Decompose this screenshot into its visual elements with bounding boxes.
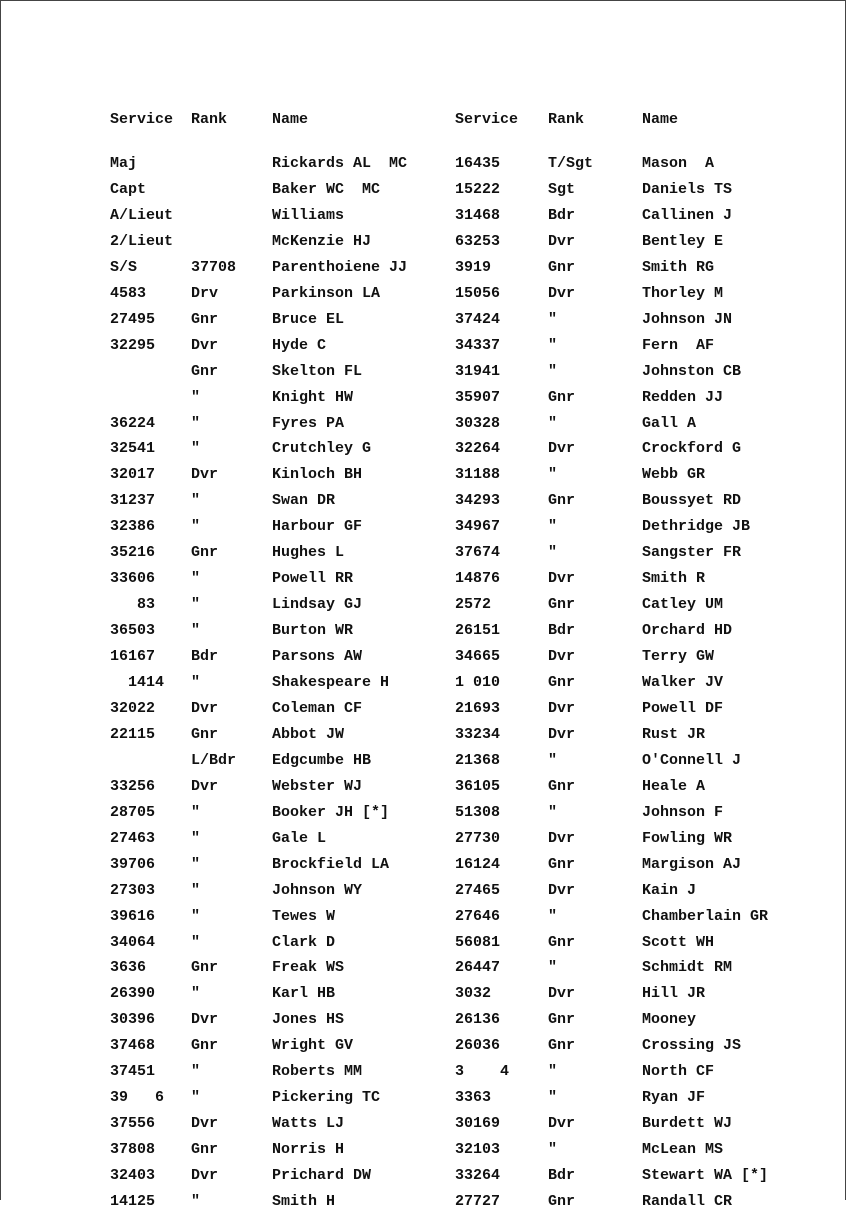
cell-service-1: 32017	[110, 466, 156, 484]
cell-service-1: 30396	[110, 1011, 156, 1029]
header-service-1: Service	[110, 111, 174, 128]
cell-name-2: Johnson JN	[642, 310, 733, 328]
cell-rank-2: "	[548, 310, 558, 328]
cell-rank-1: Dvr	[191, 466, 219, 484]
cell-service-2: 51308	[455, 803, 501, 821]
cell-service-2: 1 010	[455, 674, 501, 691]
cell-service-2: 27730	[455, 829, 501, 847]
cell-service-2: 35907	[455, 388, 501, 406]
cell-name-2: Johnston CB	[642, 362, 742, 380]
cell-name-2: Terry GW	[642, 648, 715, 666]
cell-name-2: Crossing JS	[642, 1037, 742, 1055]
cell-service-1: 34064	[110, 933, 156, 951]
cell-rank-2: "	[548, 544, 558, 562]
cell-rank-2: "	[548, 751, 558, 769]
cell-name-2: Ryan JF	[642, 1089, 706, 1107]
cell-service-1: 32386	[110, 518, 156, 536]
cell-service-1: 32295	[110, 336, 156, 354]
cell-service-2: 63253	[455, 232, 501, 250]
cell-service-1: 35216	[110, 544, 156, 562]
cell-rank-2: "	[548, 1141, 558, 1159]
header-service-2: Service	[455, 111, 519, 128]
cell-rank-1: Gnr	[191, 959, 219, 977]
cell-service-1: 1414	[110, 674, 165, 691]
cell-rank-1: "	[191, 1089, 201, 1107]
header-rank-2: Rank	[548, 111, 585, 128]
cell-service-1: 33606	[110, 570, 156, 588]
cell-name-2: Crockford G	[642, 440, 742, 458]
cell-name-1: Webster WJ	[272, 777, 363, 795]
cell-service-2: 31941	[455, 362, 501, 380]
cell-service-1: A/Lieut	[110, 206, 174, 224]
cell-rank-2: T/Sgt	[548, 155, 594, 172]
cell-service-2: 26036	[455, 1037, 501, 1055]
cell-name-2: McLean MS	[642, 1141, 724, 1159]
cell-name-1: Bruce EL	[272, 310, 345, 328]
cell-service-1: 83	[110, 596, 156, 614]
cell-name-2: Hill JR	[642, 985, 706, 1003]
cell-rank-2: "	[548, 907, 558, 925]
cell-service-2: 15056	[455, 284, 501, 302]
cell-rank-1: "	[191, 622, 201, 640]
cell-rank-2: Gnr	[548, 388, 576, 406]
cell-service-2: 37674	[455, 544, 501, 562]
cell-name-2: Thorley M	[642, 284, 724, 302]
cell-name-1: Freak WS	[272, 959, 345, 977]
cell-name-1: Jones HS	[272, 1011, 345, 1029]
cell-rank-2: Dvr	[548, 440, 576, 458]
cell-rank-2: Dvr	[548, 985, 576, 1003]
cell-name-1: Smith H	[272, 1193, 336, 1210]
cell-rank-1: "	[191, 440, 201, 458]
cell-name-2: Boussyet RD	[642, 492, 742, 510]
cell-rank-1: "	[191, 907, 201, 925]
cell-rank-1: Gnr	[191, 544, 219, 562]
cell-rank-1: Dvr	[191, 777, 219, 795]
cell-rank-1: 37708	[191, 258, 237, 276]
cell-name-1: Parenthoiene JJ	[272, 258, 408, 276]
cell-service-1: 37556	[110, 1115, 156, 1133]
cell-rank-1: Dvr	[191, 336, 219, 354]
cell-name-2: Mason A	[642, 155, 715, 172]
cell-name-1: Tewes W	[272, 907, 336, 925]
cell-service-2: 14876	[455, 570, 501, 588]
cell-name-1: Norris H	[272, 1141, 345, 1159]
cell-rank-1: "	[191, 596, 201, 614]
cell-service-2: 16124	[455, 855, 501, 873]
cell-name-1: Karl HB	[272, 985, 336, 1003]
cell-rank-2: Gnr	[548, 855, 576, 873]
cell-rank-2: Gnr	[548, 258, 576, 276]
cell-name-1: Fyres PA	[272, 414, 345, 432]
cell-service-2: 37424	[455, 310, 501, 328]
cell-rank-2: "	[548, 803, 558, 821]
cell-name-2: Kain J	[642, 881, 697, 899]
cell-name-2: Fern AF	[642, 336, 715, 354]
cell-service-1: 28705	[110, 803, 156, 821]
cell-name-2: Bentley E	[642, 232, 724, 250]
cell-service-1: 2/Lieut	[110, 232, 174, 250]
cell-rank-2: "	[548, 518, 558, 536]
cell-rank-1: "	[191, 414, 201, 432]
cell-name-1: Knight HW	[272, 388, 354, 406]
cell-rank-2: "	[548, 1089, 558, 1107]
cell-name-1: Crutchley G	[272, 440, 372, 458]
cell-rank-1: Gnr	[191, 725, 219, 743]
cell-name-1: Swan DR	[272, 492, 336, 510]
cell-name-2: Webb GR	[642, 466, 706, 484]
cell-service-1: 31237	[110, 492, 156, 510]
cell-name-2: Schmidt RM	[642, 959, 733, 977]
cell-name-1: Baker WC MC	[272, 180, 381, 198]
cell-rank-2: "	[548, 414, 558, 432]
cell-service-2: 33234	[455, 725, 501, 743]
cell-service-2: 33264	[455, 1167, 501, 1185]
cell-name-1: Shakespeare H	[272, 674, 390, 691]
cell-name-1: Roberts MM	[272, 1063, 363, 1081]
cell-name-1: Edgcumbe HB	[272, 751, 372, 769]
cell-name-1: Pickering TC	[272, 1089, 381, 1107]
cell-name-2: Daniels TS	[642, 180, 733, 198]
cell-name-2: Mooney	[642, 1011, 697, 1029]
cell-service-2: 16435	[455, 155, 501, 172]
cell-service-2: 21368	[455, 751, 501, 769]
cell-name-1: Wright GV	[272, 1037, 354, 1055]
cell-service-1: 26390	[110, 985, 156, 1003]
cell-service-1: 32541	[110, 440, 156, 458]
cell-rank-2: Gnr	[548, 777, 576, 795]
cell-name-2: Rust JR	[642, 725, 706, 743]
cell-name-2: North CF	[642, 1063, 715, 1081]
cell-rank-1: "	[191, 674, 201, 691]
cell-name-1: Coleman CF	[272, 699, 363, 717]
cell-rank-2: "	[548, 959, 558, 977]
cell-rank-2: Gnr	[548, 674, 576, 691]
cell-name-1: Burton WR	[272, 622, 354, 640]
cell-rank-2: Dvr	[548, 648, 576, 666]
cell-service-2: 34293	[455, 492, 501, 510]
cell-name-1: Prichard DW	[272, 1167, 372, 1185]
cell-service-2: 34665	[455, 648, 501, 666]
cell-name-2: Chamberlain GR	[642, 907, 769, 925]
cell-name-2: Fowling WR	[642, 829, 733, 847]
cell-rank-2: Gnr	[548, 933, 576, 951]
cell-service-2: 2572	[455, 596, 492, 614]
cell-name-1: Rickards AL MC	[272, 155, 408, 172]
cell-rank-2: "	[548, 466, 558, 484]
cell-name-1: Hughes L	[272, 544, 345, 562]
cell-name-2: Callinen J	[642, 206, 733, 224]
cell-name-1: Kinloch BH	[272, 466, 363, 484]
cell-service-1: 37468	[110, 1037, 156, 1055]
cell-rank-1: Gnr	[191, 362, 219, 380]
cell-rank-2: Bdr	[548, 206, 576, 224]
cell-rank-2: Gnr	[548, 492, 576, 510]
cell-name-2: O'Connell J	[642, 751, 742, 769]
cell-service-2: 56081	[455, 933, 501, 951]
cell-name-1: Parkinson LA	[272, 284, 381, 302]
cell-service-1: 37451	[110, 1063, 156, 1081]
cell-rank-2: Dvr	[548, 1115, 576, 1133]
cell-name-1: Harbour GF	[272, 518, 363, 536]
cell-rank-1: "	[191, 570, 201, 588]
cell-name-2: Powell DF	[642, 699, 724, 717]
cell-rank-1: Dvr	[191, 699, 219, 717]
cell-rank-2: Gnr	[548, 596, 576, 614]
cell-name-1: Skelton FL	[272, 362, 363, 380]
cell-service-1: 16167	[110, 648, 156, 666]
cell-service-1: 33256	[110, 777, 156, 795]
cell-name-1: McKenzie HJ	[272, 232, 372, 250]
cell-name-1: Hyde C	[272, 336, 327, 354]
cell-rank-1: "	[191, 803, 201, 821]
cell-name-2: Gall A	[642, 414, 697, 432]
cell-service-1: 32022	[110, 699, 156, 717]
cell-name-2: Dethridge JB	[642, 518, 751, 536]
cell-name-1: Clark D	[272, 933, 336, 951]
cell-rank-2: "	[548, 362, 558, 380]
cell-name-1: Booker JH [*]	[272, 803, 390, 821]
cell-name-2: Burdett WJ	[642, 1115, 733, 1133]
cell-rank-2: Dvr	[548, 725, 576, 743]
cell-service-1: Capt	[110, 180, 147, 198]
cell-name-2: Margison AJ	[642, 855, 742, 873]
cell-name-1: Watts LJ	[272, 1115, 345, 1133]
cell-service-1: 37808	[110, 1141, 156, 1159]
cell-service-2: 36105	[455, 777, 501, 795]
cell-rank-2: Gnr	[548, 1037, 576, 1055]
cell-service-2: 3032	[455, 985, 492, 1003]
cell-service-2: 30169	[455, 1115, 501, 1133]
cell-rank-1: Dvr	[191, 1011, 219, 1029]
cell-rank-1: Gnr	[191, 1141, 219, 1159]
cell-name-1: Lindsay GJ	[272, 596, 363, 614]
cell-service-1: 3636	[110, 959, 147, 977]
cell-rank-1: L/Bdr	[191, 751, 237, 769]
cell-rank-2: Gnr	[548, 1011, 576, 1029]
cell-service-2: 32103	[455, 1141, 501, 1159]
cell-name-1: Powell RR	[272, 570, 354, 588]
cell-rank-1: Dvr	[191, 1167, 219, 1185]
cell-name-2: Sangster FR	[642, 544, 742, 562]
header-name-2: Name	[642, 111, 679, 128]
cell-service-2: 31188	[455, 466, 501, 484]
cell-rank-1: Bdr	[191, 648, 219, 666]
cell-service-1: 27495	[110, 310, 156, 328]
cell-rank-1: "	[191, 518, 201, 536]
cell-service-2: 3 4	[455, 1063, 510, 1081]
cell-service-2: 26151	[455, 622, 501, 640]
cell-rank-2: "	[548, 336, 558, 354]
cell-service-2: 27646	[455, 907, 501, 925]
cell-service-2: 15222	[455, 180, 501, 198]
cell-service-1: 14125	[110, 1193, 156, 1210]
header-name-1: Name	[272, 111, 309, 128]
cell-name-2: Smith RG	[642, 258, 715, 276]
cell-name-1: Abbot JW	[272, 725, 345, 743]
cell-name-2: Walker JV	[642, 674, 724, 691]
cell-name-2: Johnson F	[642, 803, 724, 821]
cell-rank-1: Gnr	[191, 310, 219, 328]
cell-service-2: 34967	[455, 518, 501, 536]
cell-service-2: 32264	[455, 440, 501, 458]
cell-service-2: 27465	[455, 881, 501, 899]
cell-rank-2: Gnr	[548, 1193, 576, 1210]
cell-service-2: 3363	[455, 1089, 492, 1107]
cell-name-2: Redden JJ	[642, 388, 724, 406]
cell-service-1: 27463	[110, 829, 156, 847]
cell-service-2: 31468	[455, 206, 501, 224]
column-header-row	[1, 109, 679, 131]
cell-name-2: Randall CR	[642, 1193, 733, 1210]
cell-rank-1: Dvr	[191, 1115, 219, 1133]
cell-rank-2: "	[548, 1063, 558, 1081]
header-rank-1: Rank	[191, 111, 228, 128]
cell-name-2: Smith R	[642, 570, 706, 588]
cell-service-2: 3919	[455, 258, 492, 276]
cell-service-2: 21693	[455, 699, 501, 717]
cell-name-1: Brockfield LA	[272, 855, 390, 873]
cell-service-1: 39 6	[110, 1089, 165, 1107]
cell-name-2: Heale A	[642, 777, 706, 795]
cell-service-1: Maj	[110, 155, 138, 172]
cell-service-1: 39616	[110, 907, 156, 925]
cell-rank-2: Dvr	[548, 881, 576, 899]
cell-service-2: 34337	[455, 336, 501, 354]
cell-rank-1: "	[191, 388, 201, 406]
cell-service-1: 4583	[110, 284, 147, 302]
cell-rank-2: Dvr	[548, 232, 576, 250]
cell-service-1: 32403	[110, 1167, 156, 1185]
cell-service-1: 22115	[110, 725, 156, 743]
cell-name-2: Orchard HD	[642, 622, 733, 640]
cell-rank-1: "	[191, 492, 201, 510]
cell-name-2: Stewart WA [*]	[642, 1167, 769, 1185]
cell-rank-2: Bdr	[548, 1167, 576, 1185]
cell-rank-1: "	[191, 985, 201, 1003]
cell-name-1: Parsons AW	[272, 648, 363, 666]
cell-rank-2: Dvr	[548, 829, 576, 847]
cell-rank-1: Drv	[191, 284, 219, 302]
cell-service-2: 30328	[455, 414, 501, 432]
cell-rank-1: "	[191, 1193, 201, 1210]
cell-rank-2: Dvr	[548, 699, 576, 717]
cell-service-1: 39706	[110, 855, 156, 873]
cell-name-1: Williams	[272, 206, 345, 224]
cell-service-1: S/S	[110, 258, 138, 276]
cell-rank-1: "	[191, 829, 201, 847]
cell-rank-1: "	[191, 881, 201, 899]
cell-service-1: 36503	[110, 622, 156, 640]
cell-service-2: 26447	[455, 959, 501, 977]
cell-name-1: Gale L	[272, 829, 327, 847]
cell-rank-1: "	[191, 855, 201, 873]
cell-rank-2: Dvr	[548, 570, 576, 588]
cell-name-2: Catley UM	[642, 596, 724, 614]
cell-service-1: 27303	[110, 881, 156, 899]
cell-service-2: 26136	[455, 1011, 501, 1029]
cell-rank-2: Sgt	[548, 180, 576, 198]
cell-service-2: 27727	[455, 1193, 501, 1210]
cell-name-2: Scott WH	[642, 933, 715, 951]
cell-rank-2: Bdr	[548, 622, 576, 640]
cell-rank-1: Gnr	[191, 1037, 219, 1055]
cell-name-1: Johnson WY	[272, 881, 363, 899]
cell-rank-1: "	[191, 1063, 201, 1081]
cell-rank-2: Dvr	[548, 284, 576, 302]
cell-service-1: 36224	[110, 414, 156, 432]
cell-rank-1: "	[191, 933, 201, 951]
